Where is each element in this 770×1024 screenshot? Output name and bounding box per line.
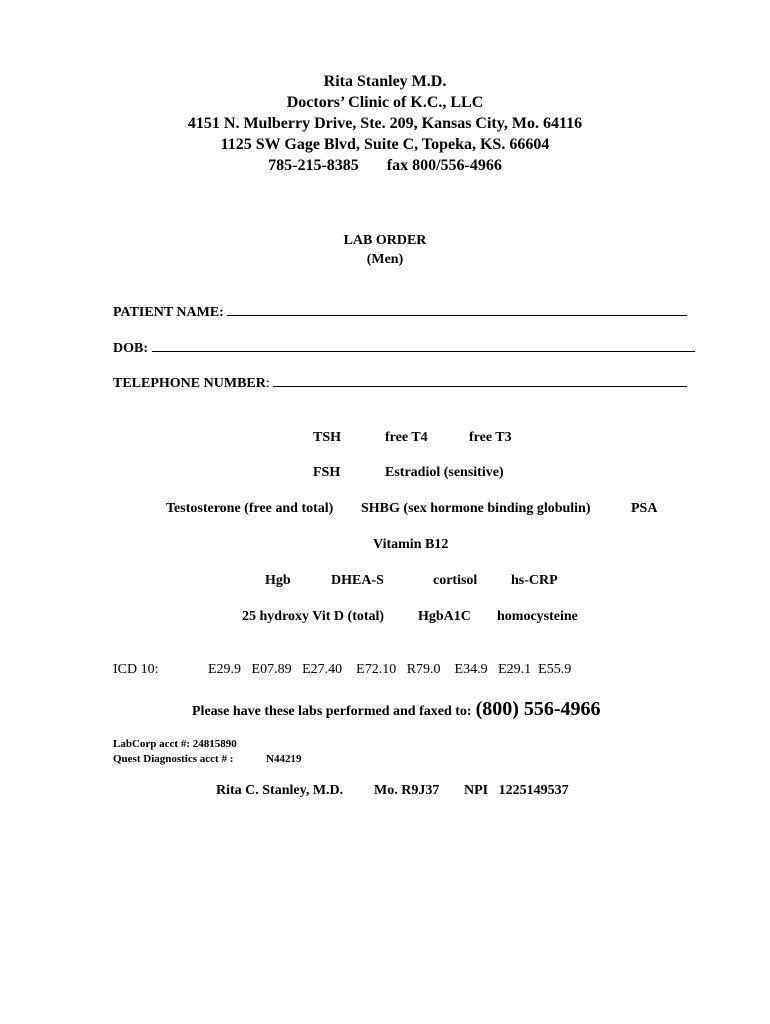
test-testosterone: Testosterone (free and total) — [166, 501, 334, 516]
phone-fax-line — [0, 155, 770, 176]
doctor-name: Rita Stanley M.D. — [323, 73, 447, 90]
test-vit-d: 25 hydroxy Vit D (total) — [242, 609, 385, 624]
form-title: LAB ORDER — [343, 233, 427, 248]
quest-account-label: Quest Diagnostics acct # : — [113, 753, 234, 765]
form-subtitle: (Men) — [366, 252, 404, 267]
test-hgb: Hgb — [265, 573, 291, 588]
test-hs-crp: hs-CRP — [511, 573, 558, 588]
fax-instruction-text: Please have these labs performed and faxed to: — [192, 704, 472, 719]
telephone-colon: : — [265, 376, 270, 391]
test-cortisol: cortisol — [433, 573, 478, 588]
telephone-field[interactable] — [113, 376, 687, 392]
phone-number: 785-215-8385 — [268, 157, 359, 174]
test-hgba1c: HgbA1C — [418, 609, 471, 624]
telephone-line[interactable] — [273, 376, 687, 387]
quest-account-value: N44219 — [266, 753, 302, 765]
dob-field[interactable] — [113, 341, 695, 357]
test-estradiol: Estradiol (sensitive) — [385, 465, 504, 480]
patient-name-line[interactable] — [227, 305, 687, 316]
clinic-name: Doctors’ Clinic of K.C., LLC — [286, 94, 484, 111]
test-fsh: FSH — [313, 465, 341, 480]
icd-label: ICD 10: — [113, 662, 159, 677]
dob-label: DOB: — [113, 341, 148, 356]
icd-codes: E29.9 E07.89 E27.40 E72.10 R79.0 E34.9 E29.1 E55.9 — [208, 662, 572, 677]
test-vitamin-b12: Vitamin B12 — [373, 537, 449, 552]
test-homocysteine: homocysteine — [497, 609, 578, 624]
patient-name-field[interactable] — [113, 305, 687, 321]
address-kansas-city: 4151 N. Mulberry Drive, Ste. 209, Kansas City, Mo. 64116 — [187, 115, 583, 132]
test-free-t4: free T4 — [385, 430, 428, 445]
test-psa: PSA — [631, 501, 658, 516]
test-dhea-s: DHEA-S — [331, 573, 384, 588]
test-tsh: TSH — [313, 430, 342, 445]
physician-name: Rita C. Stanley, M.D. — [216, 783, 344, 798]
fax-instruction — [192, 698, 601, 721]
fax-number: fax 800/556-4966 — [386, 157, 502, 174]
test-free-t3: free T3 — [469, 430, 512, 445]
test-shbg: SHBG (sex hormone binding globulin) — [361, 501, 591, 516]
dob-line[interactable] — [152, 341, 695, 352]
labcorp-account: LabCorp acct #: 24815890 — [113, 738, 237, 750]
telephone-label: TELEPHONE NUMBER — [113, 376, 266, 391]
mo-license: Mo. R9J37 — [374, 783, 440, 798]
patient-name-label: PATIENT NAME: — [113, 305, 224, 320]
npi-number: NPI 1225149537 — [464, 783, 569, 798]
address-topeka: 1125 SW Gage Blvd, Suite C, Topeka, KS. 66604 — [220, 136, 550, 153]
fax-instruction-number: (800) 556-4966 — [475, 698, 601, 720]
